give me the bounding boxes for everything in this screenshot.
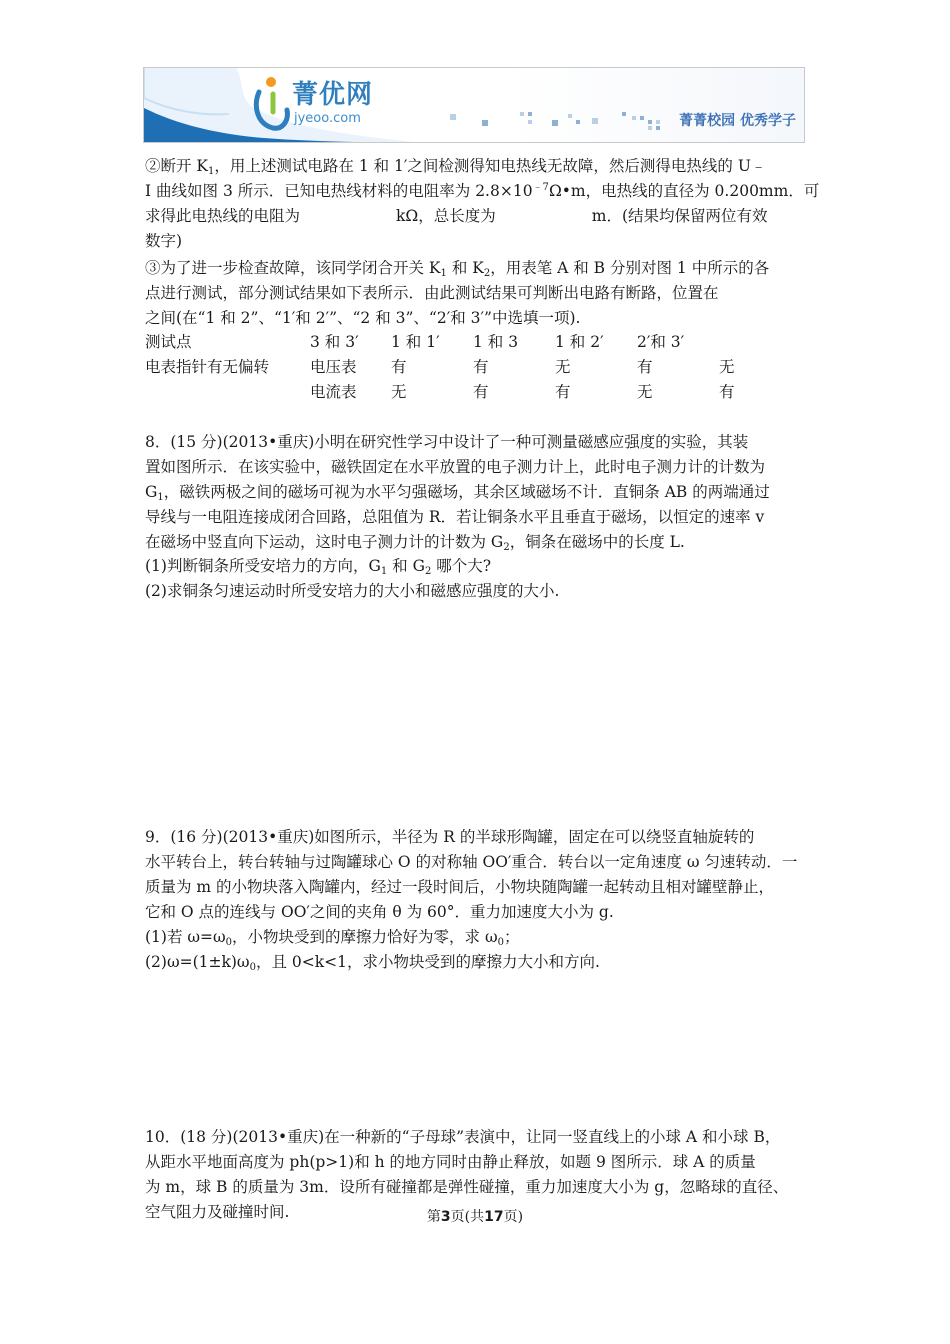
p9-line3: 质量为 m 的小物块落入陶罐内，经过一段时间后，小物块随陶罐一起转动且相对罐壁静止， [145, 878, 775, 896]
p7-part2-line4: 数字) [145, 232, 183, 250]
p7-part3-line3: 之间(在“1 和 2”、“1′和 2′”、“2 和 3”、“2′和 3′”中选填一项). [145, 309, 581, 327]
p7-part2-line1: ②断开 $K_1$，用上述测试电路在 1 和 1′之间检测得知电热线无故障，然后测得电热线的 U﹣ [145, 157, 767, 177]
jyeoo-logo-icon [249, 76, 291, 136]
table-cell: 无 [391, 383, 407, 401]
table-header-label: 测试点 [145, 333, 192, 351]
p8-line4: 导线与一电阻连接成闭合回路，总阻值为 R．若让铜条水平且垂直于磁场，以恒定的速率 v [145, 508, 765, 526]
table-col: 1 和 2′ [555, 333, 604, 351]
table-col: 3 和 3′ [310, 333, 359, 351]
table-cell: 有 [719, 383, 735, 401]
table-meter: 电流表 [310, 383, 357, 401]
p7-part2-line3: 求得此电热线的电阻为 kΩ，总长度为 m．(结果均保留两位有效 [145, 207, 768, 225]
slogan-text: 菁菁校园 优秀学子 [679, 113, 796, 129]
table-cell: 有 [555, 383, 571, 401]
table-col: 2′和 3′ [637, 333, 685, 351]
table-cell: 有 [637, 358, 653, 376]
p8-line5: 在磁场中竖直向下运动，这时电子测力计的计数为 $G_2$，铜条在磁场中的长度 L. [145, 533, 685, 553]
table-col: 1 和 3 [473, 333, 519, 351]
table-cell: 无 [637, 383, 653, 401]
p8-line1: 8．(15 分)(2013•重庆)小明在研究性学习中设计了一种可测量磁感应强度的实验，其装 [145, 433, 749, 451]
table-cell: 有 [391, 358, 407, 376]
p10-line4: 空气阻力及碰撞时间. [145, 1203, 290, 1221]
table-cell: 无 [719, 358, 735, 376]
p9-question1: (1)若 $\omega=\omega_0$，小物块受到的摩擦力恰好为零，求 $\omega_0$； [145, 928, 520, 948]
p8-line3: $G_1$，磁铁两极之间的磁场可视为水平匀强磁场，其余区域磁场不计．直铜条 AB 的两端通过 [145, 483, 770, 503]
table-cell: 无 [555, 358, 571, 376]
table-col: 1 和 1′ [391, 333, 440, 351]
table-row-label: 电表指针有无偏转 [145, 358, 270, 376]
p9-line4: 它和 O 点的连线与 OO′之间的夹角 θ 为 60°．重力加速度大小为 g. [145, 903, 614, 921]
dots-decoration-icon [444, 106, 674, 136]
p7-part3-line2: 点进行测试，部分测试结果如下表所示．由此测试结果可判断出电路有断路，位置在 [145, 284, 719, 302]
p9-line2: 水平转台上，转台转轴与过陶罐球心 O 的对称轴 OO′重合．转台以一定角速度 ω 匀速转动．一 [145, 853, 798, 871]
current-page-number: 3 [440, 1209, 451, 1225]
logo-english-text: jyeoo.com [294, 111, 361, 126]
p8-question2: (2)求铜条匀速运动时所受安培力的大小和磁感应强度的大小. [145, 582, 560, 600]
p8-question1: (1)判断铜条所受安培力的方向，$G_1$ 和 $G_2$ 哪个大? [145, 557, 492, 577]
p7-part2-line2: I 曲线如图 3 所示．已知电热线材料的电阻率为 $2.8\times 10^{﹣7}\Omega•m$，电热线的直径为 0.200mm．可 [145, 182, 820, 200]
p10-line2: 从距水平地面高度为 ph(p>1)和 h 的地方同时由静止释放，如题 9 图所示．球 A 的质量 [145, 1153, 756, 1171]
page-footer: 第3页(共17页) [426, 1209, 524, 1225]
p9-line1: 9．(16 分)(2013•重庆)如图所示，半径为 R 的半球形陶罐，固定在可以绕竖直轴旋转的 [145, 828, 755, 846]
p8-line2: 置如图所示．在该实验中，磁铁固定在水平放置的电子测力计上，此时电子测力计的计数为 [145, 458, 766, 476]
p7-part3-line1: ③为了进一步检查故障，该同学闭合开关 $K_1$ 和 $K_2$，用表笔 A 和 B 分别对图 1 中所示的各 [145, 259, 770, 279]
table-cell: 有 [473, 383, 489, 401]
total-pages: 17 [484, 1209, 504, 1225]
logo-chinese-text: 菁优网 [292, 80, 374, 110]
table-meter: 电压表 [310, 358, 357, 376]
p10-line3: 为 m，球 B 的质量为 3m．设所有碰撞都是弹性碰撞，重力加速度大小为 g，忽略球的直径、 [145, 1178, 789, 1196]
p10-line1: 10．(18 分)(2013•重庆)在一种新的“子母球”表演中，让同一竖直线上的小球 A 和小球 B， [145, 1128, 781, 1146]
p9-question2: $(2)\omega=(1\pm k)\omega_0$，且 0<k<1，求小物块受到的摩擦力大小和方向. [145, 953, 600, 973]
table-cell: 有 [473, 358, 489, 376]
header-banner [143, 67, 805, 143]
